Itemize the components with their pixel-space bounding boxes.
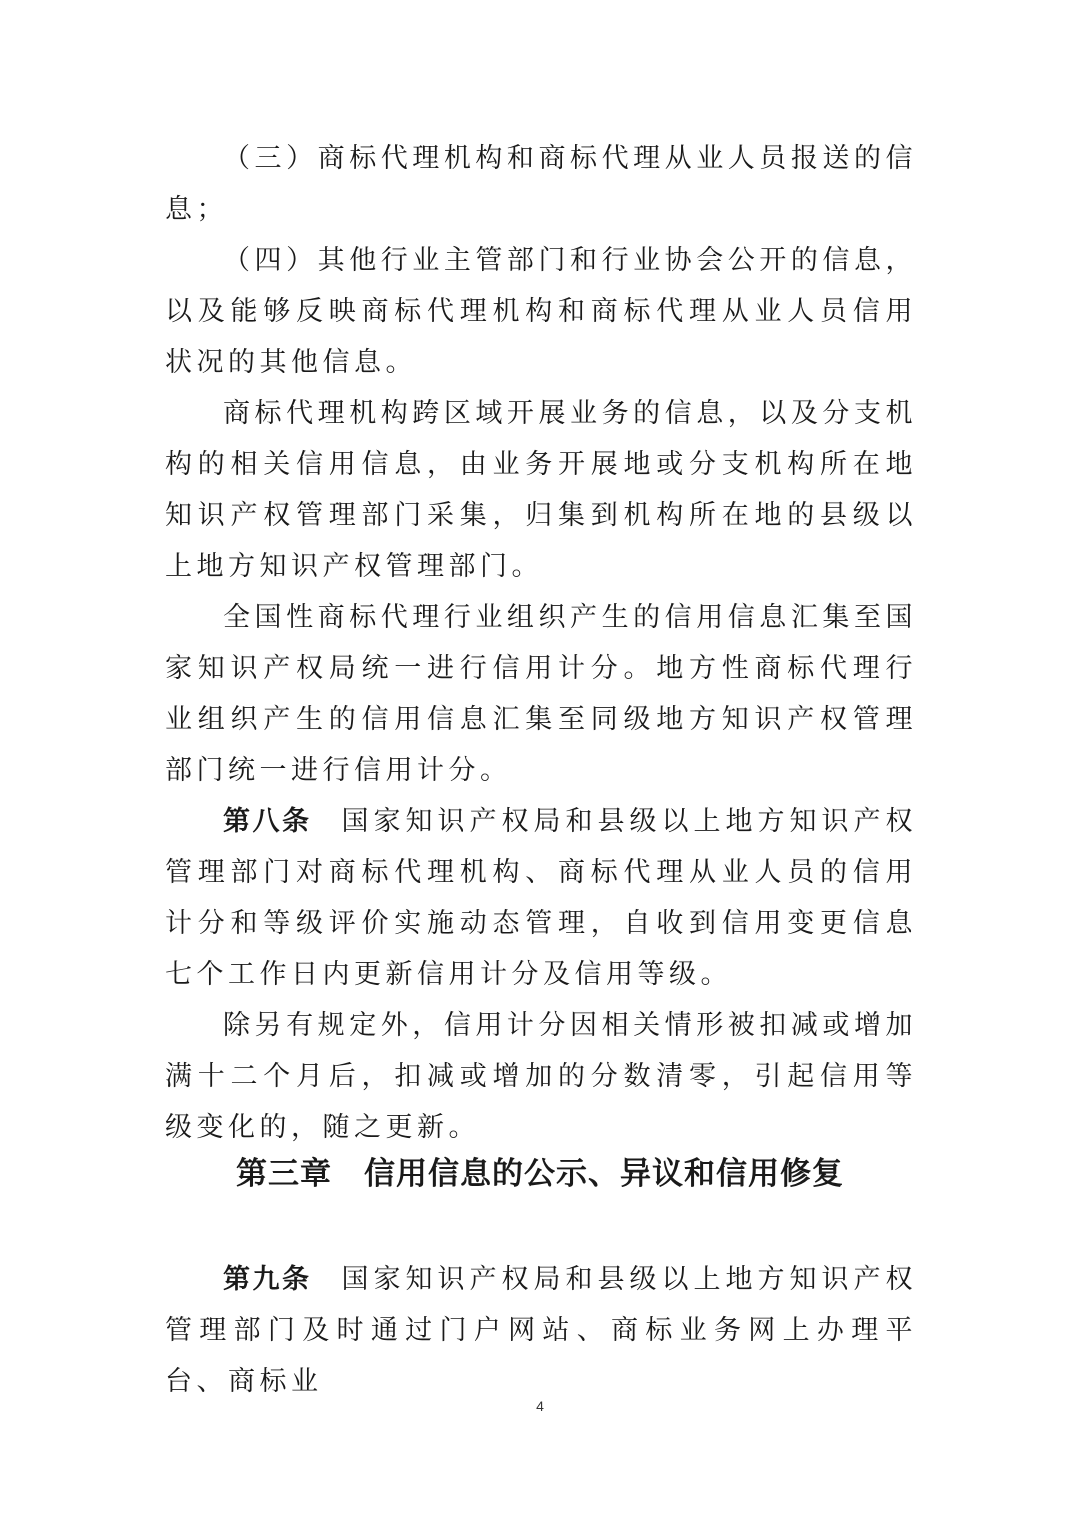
paragraph-text: 商标代理机构跨区域开展业务的信息，以及分支机构的相关信用信息，由业务开展地或分支机构所在地知识产权管理部门采集，归集到机构所在地的县级以上地方知识产权管理部门。 [165, 398, 917, 582]
paragraph-text: 国家知识产权局和县级以上地方知识产权管理部门对商标代理机构、商标代理从业人员的信用计分和等级评价实施动态管理，自收到信用变更信息七个工作日内更新信用计分及信用等级。 [165, 806, 917, 990]
paragraph-cross-region [165, 388, 917, 592]
chapter-body [165, 1254, 917, 1407]
paragraph-item-3 [165, 133, 917, 235]
paragraph-text: 除另有规定外，信用计分因相关情形被扣减或增加满十二个月后，扣减或增加的分数清零，引起信用等级变化的，随之更新。 [165, 1010, 917, 1143]
chapter-title: 信用信息的公示、异议和信用修复 [364, 1156, 844, 1192]
paragraph-text: （三）商标代理机构和商标代理从业人员报送的信息； [165, 143, 917, 225]
body-text [165, 133, 917, 1153]
page-number: 4 [536, 1398, 544, 1414]
paragraph-text: （四）其他行业主管部门和行业协会公开的信息，以及能够反映商标代理机构和商标代理从业人员信用状况的其他信息。 [165, 245, 917, 378]
article-heading: 第九条 [223, 1264, 312, 1295]
article-9 [165, 1254, 917, 1407]
chapter-number: 第三章 [236, 1156, 332, 1192]
paragraph-text: 国家知识产权局和县级以上地方知识产权管理部门及时通过门户网站、商标业务网上办理平台、商标业 [165, 1264, 917, 1397]
paragraph-item-4 [165, 235, 917, 388]
chapter-heading [0, 1148, 1080, 1193]
article-8 [165, 796, 917, 1000]
paragraph-reset-rule [165, 1000, 917, 1153]
paragraph-national-org [165, 592, 917, 796]
paragraph-text: 全国性商标代理行业组织产生的信用信息汇集至国家知识产权局统一进行信用计分。地方性商标代理行业组织产生的信用信息汇集至同级地方知识产权管理部门统一进行信用计分。 [165, 602, 917, 786]
article-heading: 第八条 [223, 806, 312, 837]
